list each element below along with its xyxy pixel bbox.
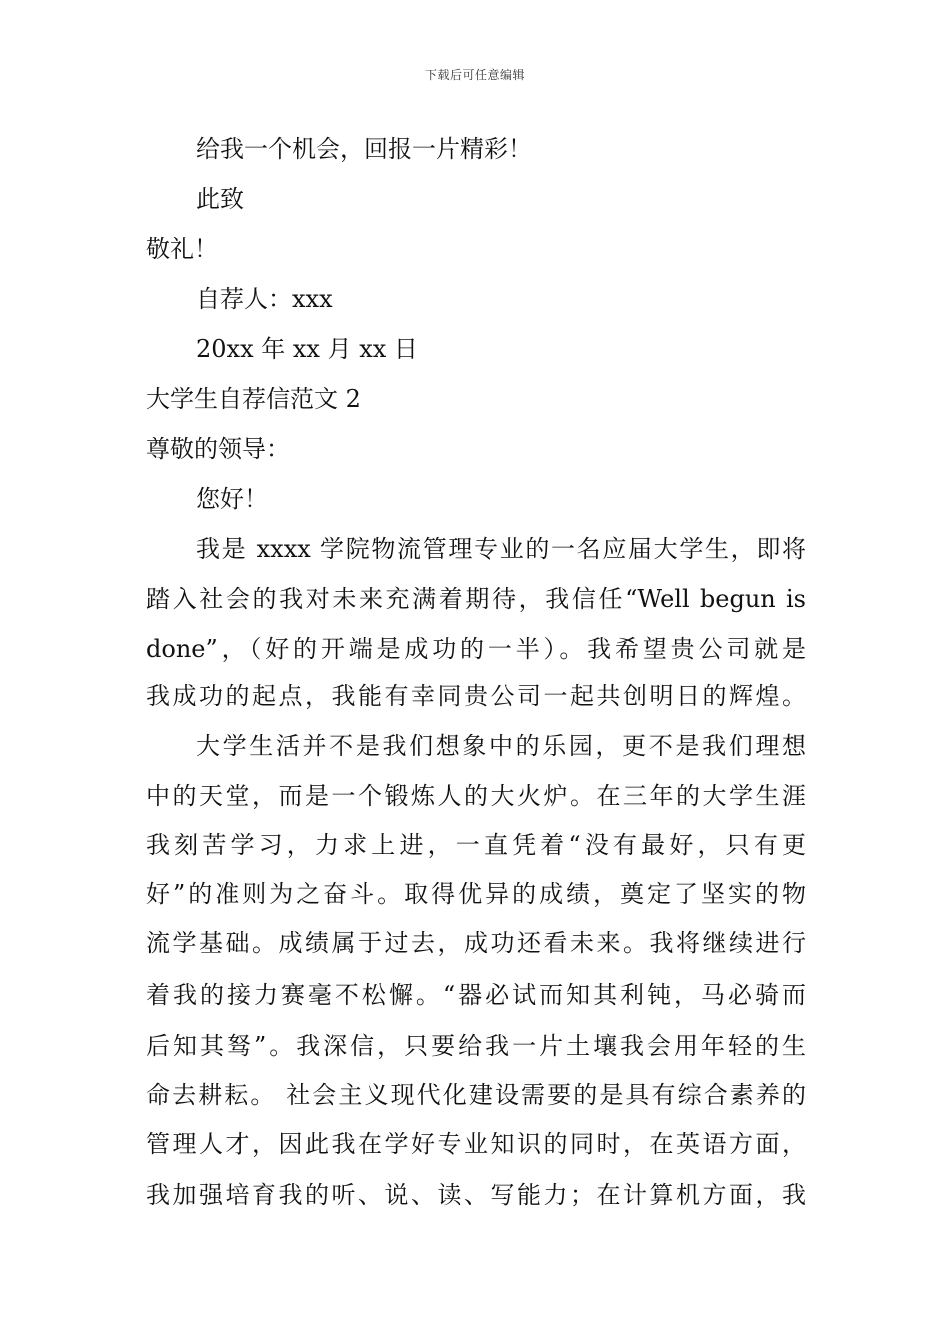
letter-title: 大学生自荐信范文 2 [146, 385, 361, 413]
date-line: 20xx 年 xx 月 xx 日 [196, 335, 418, 363]
paragraph-line: 大学生活并不是我们想象中的乐园，更不是我们理想 [196, 732, 806, 760]
closing-jingli: 敬礼！ [146, 235, 218, 263]
paragraph-line: 管理人才，因此我在学好专业知识的同时，在英语方面， [146, 1130, 806, 1158]
paragraph-line: 我刻苦学习，力求上进，一直凭着“没有最好，只有更 [146, 831, 806, 859]
paragraph-line: 后知其驽”。我深信，只要给我一片土壤我会用年轻的生 [146, 1032, 806, 1060]
paragraph-line: 我是 xxxx 学院物流管理专业的一名应届大学生，即将 [196, 535, 806, 563]
paragraph-line: 命去耕耘。 社会主义现代化建设需要的是具有综合素养的 [146, 1081, 806, 1109]
paragraph-line: 中的天堂，而是一个锻炼人的大火炉。在三年的大学生涯 [146, 782, 806, 810]
paragraph-line: 踏入社会的我对未来充满着期待，我信任“Well begun is [146, 585, 806, 613]
paragraph-line: 好”的准则为之奋斗。取得优异的成绩，奠定了坚实的物 [146, 880, 806, 908]
paragraph-line: 我加强培育我的听、说、读、写能力；在计算机方面，我 [146, 1181, 806, 1209]
salutation: 尊敬的领导： [146, 435, 290, 463]
paragraph-line: done”，（好的开端是成功的一半）。我希望贵公司就是 [146, 635, 806, 663]
paragraph-line: 流学基础。成绩属于过去，成功还看未来。我将继续进行 [146, 929, 806, 957]
signer-line: 自荐人：xxx [196, 285, 333, 313]
closing-line: 给我一个机会，回报一片精彩！ [196, 135, 532, 163]
paragraph-line: 着我的接力赛毫不松懈。“器必试而知其利钝，马必骑而 [146, 981, 806, 1009]
greeting: 您好！ [196, 485, 268, 513]
closing-cizhi: 此致 [196, 185, 244, 213]
page-header-note: 下载后可任意编辑 [424, 68, 525, 82]
paragraph-line: 我成功的起点，我能有幸同贵公司一起共创明日的辉煌。 [146, 682, 806, 710]
